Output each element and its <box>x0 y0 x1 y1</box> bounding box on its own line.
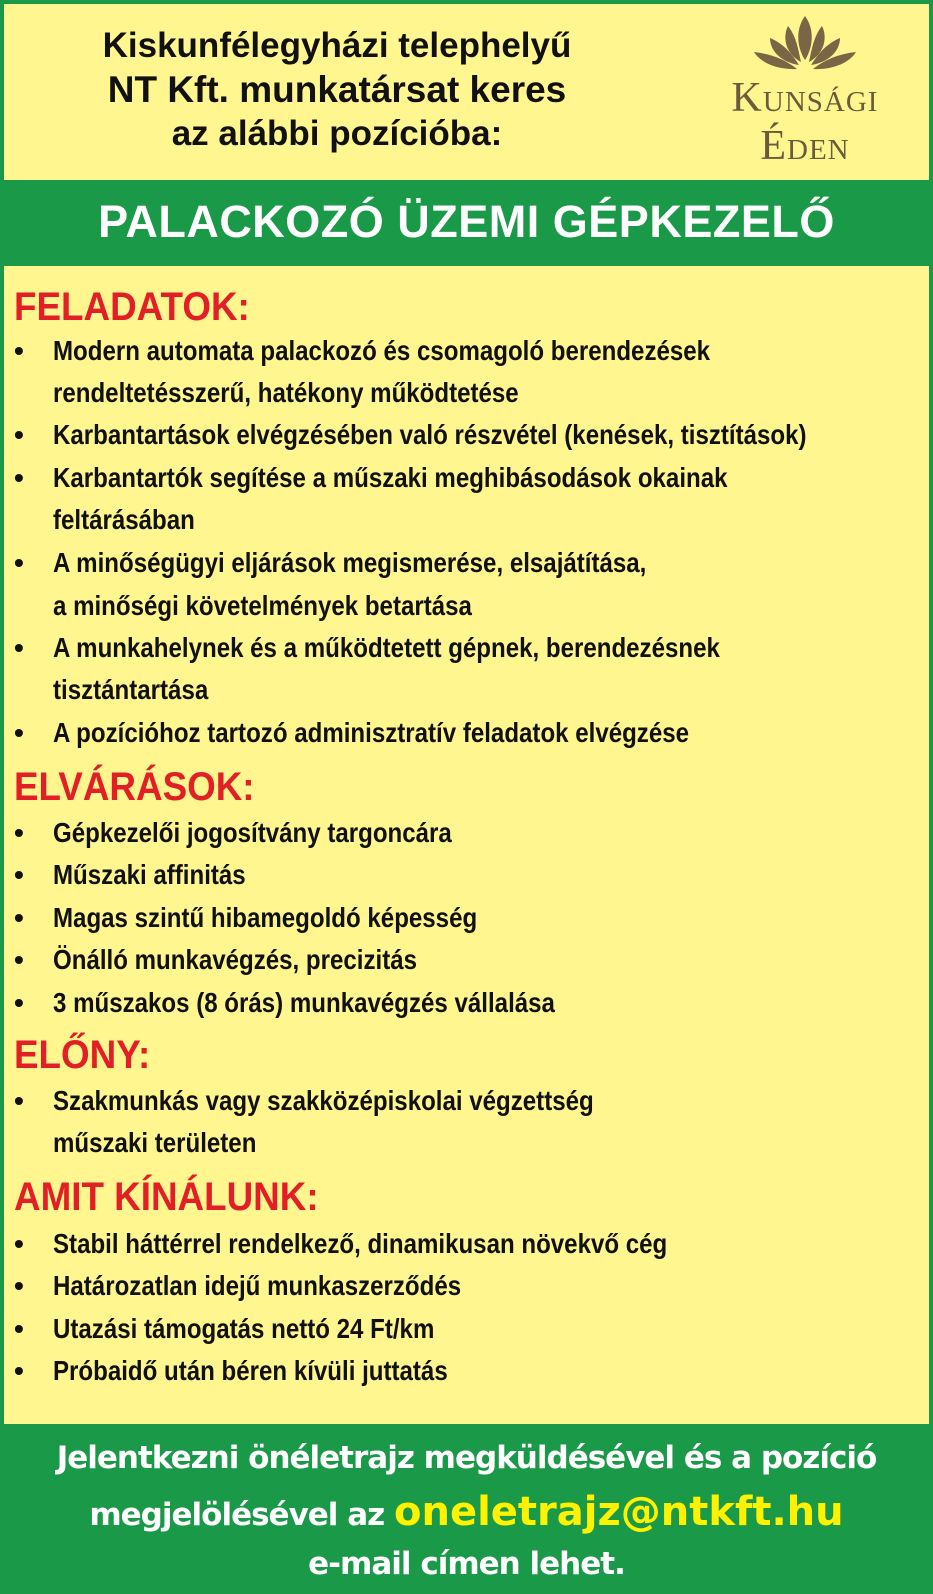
list-item-text: Gépkezelői jogosítvány targoncára <box>53 817 452 848</box>
list-item-text: Szakmunkás vagy szakközépiskolai végzettség <box>53 1085 594 1116</box>
list-item-text: műszaki területen <box>53 1127 257 1158</box>
list-item-text: rendeltetésszerű, hatékony működtetése <box>53 377 519 408</box>
logo-brand-text-1: Kunsági <box>731 75 879 121</box>
list-item-text: tisztántartása <box>53 674 209 705</box>
bullet-dot: • <box>14 1085 24 1116</box>
logo-brand-text-2: Éden <box>760 123 850 169</box>
footer-line-2-prefix: megjelölésével az <box>89 1497 394 1533</box>
bullet-dot: • <box>14 547 24 578</box>
position-title: PALACKOZÓ ÜZEMI GÉPKEZELŐ <box>98 196 835 247</box>
footer-line-1: Jelentkezni önéletrajz megküldésével és a pozíció <box>56 1440 877 1476</box>
bullet-dot: • <box>14 902 24 933</box>
logo-brand-line-1 <box>688 76 922 120</box>
list-item-text: feltárásában <box>53 504 195 535</box>
section-heading-elony: ELŐNY: <box>14 1033 151 1077</box>
bullet-dot: • <box>14 944 24 975</box>
bullet-dot: • <box>14 462 24 493</box>
list-item-text: A munkahelynek és a működtetett gépnek, berendezésnek <box>53 632 720 663</box>
list-item-text: A pozícióhoz tartozó adminisztratív feladatok elvégzése <box>53 717 690 748</box>
bullet-dot: • <box>14 335 24 366</box>
list-item-text: Utazási támogatás nettó 24 Ft/km <box>53 1313 435 1344</box>
list-item-text: A minőségügyi eljárások megismerése, elsajátítása, <box>53 547 647 578</box>
list-item-text: Karbantartók segítése a műszaki meghibásodások okainak <box>53 462 728 493</box>
bullet-dot: • <box>14 1313 24 1344</box>
bullet-dot: • <box>14 419 24 450</box>
header-line-1: Kiskunfélegyházi telephelyű <box>102 26 572 65</box>
section-heading-feladatok: FELADATOK: <box>14 285 250 329</box>
bullet-dot: • <box>14 717 24 748</box>
bullet-dot: • <box>14 987 24 1018</box>
list-item-text: Magas szintű hibamegoldó képesség <box>53 902 478 933</box>
kunsagi-eden-logo <box>688 10 922 176</box>
header-text <box>12 24 662 156</box>
list-item-text: 3 műszakos (8 órás) munkavégzés vállalása <box>53 987 555 1018</box>
title-band <box>0 180 933 260</box>
list-item-text: Stabil háttérrel rendelkező, dinamikusan növekvő cég <box>53 1228 668 1259</box>
bullet-dot: • <box>14 632 24 663</box>
header-line-3: az alábbi pozícióba: <box>171 114 503 153</box>
bullet-dot: • <box>14 817 24 848</box>
content-panel <box>4 266 929 1424</box>
footer-line-3: e-mail címen lehet. <box>308 1546 625 1582</box>
list-item-text: Karbantartások elvégzésében való részvétel (kenések, tisztítások) <box>53 419 807 450</box>
list-item-text: Határozatlan idejű munkaszerződés <box>53 1270 462 1301</box>
footer-line-2 <box>0 1488 933 1539</box>
section-heading-kinalunk: AMIT KÍNÁLUNK: <box>14 1175 319 1219</box>
bullet-dot: • <box>14 1270 24 1301</box>
list-item-text: Modern automata palackozó és csomagoló berendezések <box>53 335 711 366</box>
lotus-icon <box>744 12 866 78</box>
header <box>4 4 929 180</box>
list-item-text: a minőségi követelmények betartása <box>53 590 472 621</box>
section-heading-elvarasok: ELVÁRÁSOK: <box>14 765 255 809</box>
logo-brand-line-2 <box>688 124 922 168</box>
list-item-text: Műszaki affinitás <box>53 859 246 890</box>
email-link[interactable]: oneletrajz@ntkft.hu <box>393 1489 844 1535</box>
list-item-text: Próbaidő után béren kívüli juttatás <box>53 1355 448 1386</box>
header-line-2: NT Kft. munkatársat keres <box>107 69 567 110</box>
bullet-dot: • <box>14 1228 24 1259</box>
footer <box>0 1424 933 1594</box>
bullet-dot: • <box>14 1355 24 1386</box>
bullet-dot: • <box>14 859 24 890</box>
list-item-text: Önálló munkavégzés, precizitás <box>53 944 418 975</box>
